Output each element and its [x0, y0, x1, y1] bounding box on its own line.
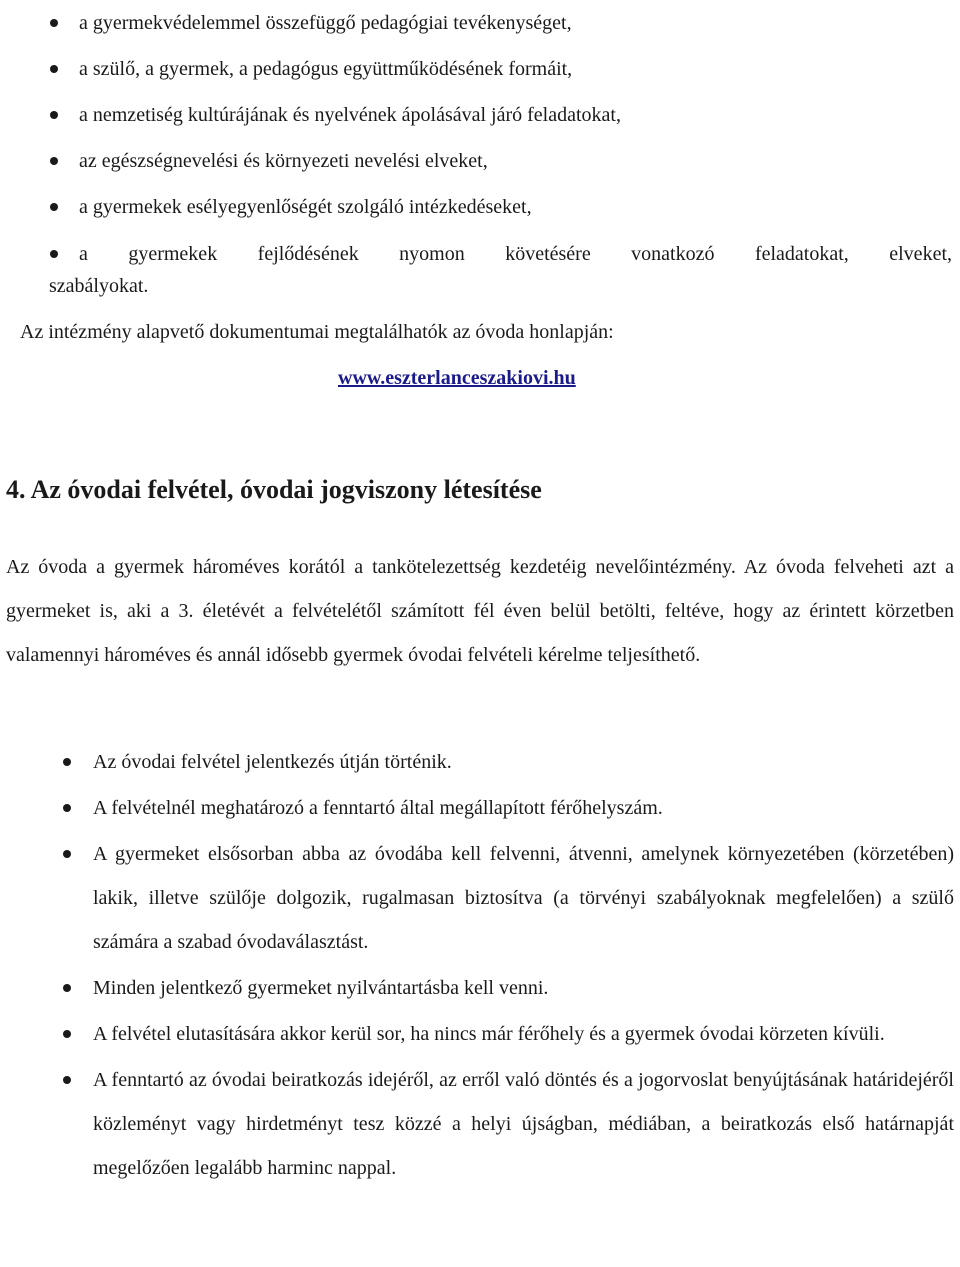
- list-item-text: A felvételnél meghatározó a fenntartó által megállapított férőhelyszám.: [93, 797, 663, 819]
- list-item: [0, 46, 960, 92]
- documents-note: Az intézmény alapvető dokumentumai megtalálhatók az óvoda honlapján:: [20, 321, 614, 343]
- list-item: [0, 184, 960, 230]
- bullet-icon: [63, 984, 71, 992]
- website-link[interactable]: www.eszterlanceszakiovi.hu: [338, 367, 576, 389]
- bullet-icon: [63, 804, 71, 812]
- list-item-text: a gyermekvédelemmel összefüggő pedagógiai tevékenységet,: [79, 12, 572, 34]
- list-item-text-continuation: szabályokat.: [49, 275, 149, 297]
- list-item-text: Az óvodai felvétel jelentkezés útján történik.: [93, 751, 452, 773]
- bullet-icon: [63, 850, 71, 858]
- list-item-text: az egészségnevelési és környezeti nevelési elveket,: [79, 150, 488, 172]
- bullet-icon: [63, 1076, 71, 1084]
- bottom-bullet-list: [0, 740, 960, 1192]
- list-item: [0, 740, 960, 784]
- body-paragraph: Az óvoda a gyermek hároméves korától a tankötelezettség kezdetéig nevelőintézmény. Az óvoda felveheti azt a gyermeket is, aki a 3. életévét a felvételétől számított fél éven belül betölti, feltéve, hogy az érintett körzetben valamennyi hároméves és annál idősebb gyermek óvodai felvételi kérelme teljesíthető.: [6, 556, 954, 666]
- list-item-text: A gyermeket elsősorban abba az óvodába kell felvenni, átvenni, amelynek környezetében (körzetében) lakik, illetve szülője dolgozik, rugalmasan biztosítva (a törvényi szabályoknak megfelelően) a szülő számára a szabad óvodaválasztást.: [93, 843, 954, 953]
- list-item: [0, 138, 960, 184]
- list-item-text: a gyermekek esélyegyenlőségét szolgáló intézkedéseket,: [79, 196, 532, 218]
- bullet-icon: [50, 250, 58, 258]
- list-item: [0, 92, 960, 138]
- top-bullet-list: [0, 0, 960, 302]
- list-item: [0, 1058, 960, 1190]
- bullet-icon: [50, 157, 58, 165]
- list-item: [0, 966, 960, 1010]
- list-item: [0, 0, 960, 46]
- list-item-text: A fenntartó az óvodai beiratkozás idejéről, az erről való döntés és a jogorvoslat benyújtásának határidejéről közleményt vagy hirdetményt tesz közzé a helyi újságban, médiában, a beiratkozás első határnapját megelőzően legalább harminc nappal.: [93, 1069, 954, 1179]
- list-item-text: a szülő, a gyermek, a pedagógus együttműködésének formáit,: [79, 58, 573, 80]
- bullet-icon: [50, 203, 58, 211]
- section-heading: 4. Az óvodai felvétel, óvodai jogviszony létesítése: [6, 475, 542, 504]
- bullet-icon: [63, 1030, 71, 1038]
- list-item-text: Minden jelentkező gyermeket nyilvántartásba kell venni.: [93, 977, 549, 999]
- list-item: [0, 1012, 960, 1056]
- bullet-icon: [63, 758, 71, 766]
- list-item-text: a nemzetiség kultúrájának és nyelvének ápolásával járó feladatokat,: [79, 104, 621, 126]
- bullet-icon: [50, 65, 58, 73]
- list-item-text: a gyermekek fejlődésének nyomon követésére vonatkozó feladatokat, elveket,: [79, 243, 952, 265]
- bullet-icon: [50, 19, 58, 27]
- list-item: [0, 832, 960, 964]
- bullet-icon: [50, 111, 58, 119]
- list-item-text: A felvétel elutasítására akkor kerül sor, ha nincs már férőhely és a gyermek óvodai körzeten kívüli.: [93, 1023, 885, 1045]
- list-item: [0, 230, 960, 302]
- list-item: [0, 786, 960, 830]
